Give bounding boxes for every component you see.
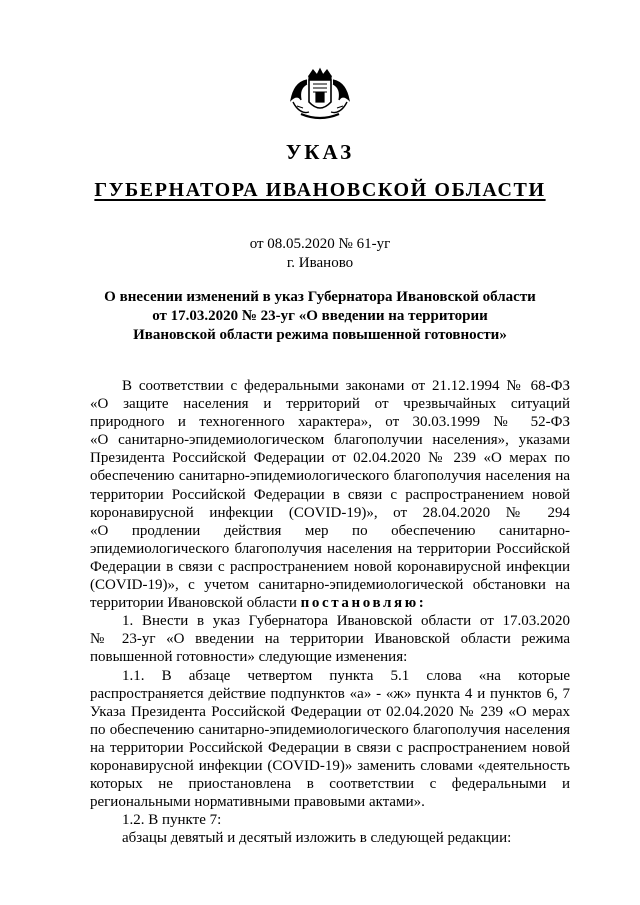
text-line: Указа Президента Российской Федерации от 02.04.2020 № 239 «О мерах [90,703,570,720]
heading-line: Ивановской области режима повышенной готовности» [133,327,507,343]
decree-heading [70,288,570,345]
item-1-1-paragraph [90,667,570,812]
text-line: (COVID-19)», с учетом санитарно-эпидемиологической обстановки на [90,577,570,594]
decree-date-number: от 08.05.2020 № 61-уг [249,236,391,252]
text-line [90,594,570,612]
text-line: «О санитарно-эпидемиологическом благополучии населения», указами [90,432,570,449]
item-1-2-text-line: абзацы девятый и десятый изложить в следующей редакции: [122,830,512,847]
text-line: В соответствии с федеральными законами от 21.12.1994 № 68-ФЗ [122,378,570,394]
text-line: обеспечению санитарно-эпидемиологического благополучия населения на [90,468,570,485]
text-line: которых не приостановлена в соответствии с федеральными и [90,776,570,793]
text-line: повышенной готовности» следующие изменения: [90,649,408,666]
text-line: коронавирусной инфекции (COVID-19)», от 28.04.2020 № 294 [90,504,570,521]
text-line: распространяется действие подпунктов «а» - «ж» пункта 4 и пунктов 6, 7 [90,685,570,702]
heading-line: от 17.03.2020 № 23-уг «О введении на территории [152,308,488,324]
text-line: Президента Российской Федерации от 02.04.2020 № 239 «О мерах по [90,450,570,467]
text-line: эпидемиологического благополучия населения на территории Российской [90,540,570,557]
text-line: на территории Российской Федерации в связи с распространением новой [90,739,570,756]
text-line: «О продлении действия мер по обеспечению санитарно- [90,522,570,539]
text-line: региональными нормативными правовыми актами». [90,794,425,811]
text-line: по обеспечению санитарно-эпидемиологического благополучия населения [90,721,570,738]
text-line: природного и техногенного характера», от 30.03.1999 № 52-ФЗ [90,414,570,431]
decree-city: г. Иваново [286,255,354,271]
text-fragment: территории Ивановской области [90,595,301,612]
decree-title: УКАЗ [285,140,355,164]
text-line: «О защите населения и территорий от чрезвычайных ситуаций [90,396,570,413]
text-line: № 23-уг «О введении на территории Ивановской области режима [90,631,570,648]
item-1-2-line: 1.2. В пункте 7: [122,812,222,829]
text-line: 1. Внести в указ Губернатора Ивановской области от 17.03.2020 [122,613,570,630]
item-1-paragraph [90,612,570,666]
issuer-title [0,179,640,202]
issuer-title-text: ГУБЕРНАТОРА ИВАНОВСКОЙ ОБЛАСТИ [94,179,546,201]
text-line: 1.1. В абзаце четвертом пункта 5.1 слова «на которые [122,667,570,684]
coat-of-arms-emblem [287,66,353,124]
decree-verb: постановляю: [300,595,427,612]
text-line: коронавирусной инфекции (COVID-19)» заменить словами «деятельность [90,757,570,774]
heading-line: О внесении изменений в указ Губернатора Ивановской области [104,289,536,305]
preamble-paragraph [90,377,570,612]
text-line: Федерации в связи с распространением новой коронавирусной инфекции [90,558,570,575]
text-line: территории Российской Федерации в связи с распространением новой [90,486,570,503]
decree-body [90,377,570,847]
